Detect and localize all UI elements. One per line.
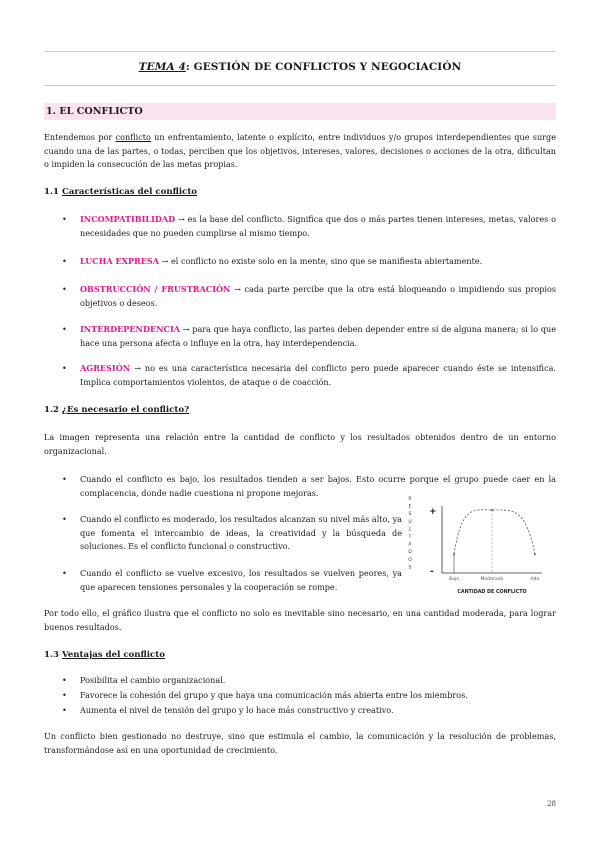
graph-intro: La imagen representa una relación entre la cantidad de conflicto y los resultados obtenidos dentro de un entorno organizacional.: [44, 432, 556, 456]
item-term: OBSTRUCCIÓN / FRUSTRACIÓN: [80, 284, 231, 294]
y-axis-label-letter: L: [408, 527, 412, 533]
item-text: → no es una característica necesaria del conflicto pero puede aparecer cuando éste se intensifica. Implica comportamientos violentos, de ataque o de coacción.: [80, 363, 556, 387]
advantages-conclusion: Un conflicto bien gestionado no destruye, sino que estimula el cambio, la comunicación y la resolución de problemas, transformándose así en una oportunidad de crecimiento.: [44, 731, 556, 755]
list-item: [62, 674, 225, 687]
subheading-1-1: [44, 187, 197, 197]
item-text: Aumenta el nivel de tensión del grupo y lo hace más constructivo y creativo.: [80, 705, 394, 715]
subheading-title: ¿Es necesario el conflicto?: [61, 405, 190, 415]
item-text: Cuando el conflicto es moderado, los resultados alcanzan su nivel más alto, ya que fomenta el intercambio de ideas, la creatividad y la búsqueda de soluciones. Es el conflicto funcional o constructivo.: [80, 514, 402, 551]
results-curve-group: [453, 509, 536, 573]
item-text: Cuando el conflicto se vuelve excesivo, los resultados se vuelven peores, ya que aparecen tensiones personales y la cooperación se rompe.: [80, 568, 402, 592]
title-topic: TEMA 4: [138, 61, 186, 73]
title-text: : GESTIÓN DE CONFLICTOS Y NEGOCIACIÓN: [185, 61, 462, 73]
results-curve: [454, 510, 535, 554]
subheading-title: Ventajas del conflicto: [61, 650, 165, 660]
section-heading: 1. EL CONFLICTO: [44, 103, 556, 120]
item-text: Favorece la cohesión del grupo y que haya una comunicación más abierta entre los miembros.: [80, 690, 468, 700]
y-axis-label-letter: O: [408, 557, 412, 563]
item-text: Posibilita el cambio organizacional.: [80, 675, 226, 685]
list-item: [62, 513, 402, 554]
list-item: [62, 704, 394, 717]
curve-point: [534, 553, 536, 555]
bullet-icon: •: [62, 474, 67, 484]
curve-point: [453, 553, 455, 555]
bullet-icon: •: [62, 214, 67, 224]
y-axis-label-letter: U: [408, 519, 412, 525]
x-tick-label: Moderado: [480, 577, 504, 582]
y-axis-label-letter: A: [408, 542, 412, 548]
bullet-icon: •: [62, 324, 67, 334]
bullet-icon: •: [62, 256, 67, 266]
y-tick-minus: -: [430, 567, 434, 577]
page-number: 28: [547, 800, 556, 808]
y-axis-label-letter: D: [408, 550, 412, 556]
intro-text-2: un enfrentamiento, latente o explícito, entre individuos y/o grupos interdependientes que surge cuando una de las partes, o todas, perciben que los objetivos, intereses, valores, decisiones o acciones de la otra, dificultan o impiden la consecución de las metas propias.: [44, 132, 557, 169]
y-tick-plus: +: [429, 507, 437, 517]
item-text: Cuando el conflicto es bajo, los resultados tienden a ser bajos. Esto ocurre porque el grupo puede caer en la complacencia, donde nadie cuestiona ni propone mejoras.: [80, 474, 556, 498]
list-item: [62, 213, 556, 240]
bullet-icon: •: [62, 675, 67, 685]
item-term: AGRESIÓN: [80, 363, 131, 373]
y-axis-label-letter: R: [408, 497, 412, 502]
item-text: → cada parte percibe que la otra está bloqueando o impidiendo sus propios objetivos o deseos.: [80, 284, 556, 308]
x-axis-label: CANTIDAD DE CONFLICTO: [457, 590, 527, 595]
list-item: [62, 362, 556, 389]
conflict-results-chart: [402, 494, 554, 600]
x-tick-label: Alto: [530, 577, 540, 582]
bullet-icon: •: [62, 514, 67, 524]
page-title: [0, 61, 600, 73]
list-item: [62, 689, 468, 702]
subheading-number: 1.2: [44, 405, 59, 415]
subheading-number: 1.3: [44, 650, 59, 660]
bullet-icon: •: [62, 705, 67, 715]
graph-conclusion: Por todo ello, el gráfico ilustra que el conflicto no solo es inevitable sino necesario, en una cantidad moderada, para lograr buenos resultados.: [44, 608, 556, 632]
x-tick-label: Bajo: [448, 577, 460, 582]
item-text: → es la base del conflicto. Significa que dos o más partes tienen intereses, metas, valores o necesidades que no pueden cumplirse al mismo tiempo.: [80, 214, 556, 238]
y-axis-label-letter: S: [408, 512, 412, 518]
item-term: INTERDEPENDENCIA: [80, 324, 181, 334]
subheading-number: 1.1: [44, 187, 59, 197]
bullet-icon: •: [62, 568, 67, 578]
item-term: INCOMPATIBILIDAD: [80, 214, 176, 224]
y-axis-label-letter: T: [408, 535, 412, 540]
item-text: → para que haya conflicto, las partes deben depender entre sí de alguna manera; si lo que hace una persona afecta o influye en la otra, hay interdependencia.: [80, 324, 556, 348]
subheading-1-2: [44, 405, 189, 415]
title-rule: [44, 85, 556, 86]
intro-paragraph: [44, 131, 556, 172]
list-item: [62, 283, 556, 310]
bullet-icon: •: [62, 284, 67, 294]
top-rule: [44, 51, 556, 52]
bullet-icon: •: [62, 363, 67, 373]
list-item: [62, 323, 556, 350]
curve-point: [491, 509, 493, 511]
y-axis-label-letter: S: [408, 565, 412, 571]
subheading-title: Características del conflicto: [61, 187, 198, 197]
intro-keyword: conflicto: [115, 132, 151, 142]
bullet-icon: •: [62, 690, 67, 700]
list-item: [62, 255, 556, 269]
y-axis-label: [408, 496, 413, 570]
y-axis-label-letter: E: [408, 504, 412, 510]
intro-text-1: Entendemos por: [44, 132, 116, 142]
item-term: LUCHA EXPRESA: [80, 256, 160, 266]
item-text: → el conflicto no existe solo en la mente, sino que se manifiesta abiertamente.: [159, 256, 483, 266]
list-item: [62, 567, 402, 594]
subheading-1-3: [44, 650, 165, 660]
